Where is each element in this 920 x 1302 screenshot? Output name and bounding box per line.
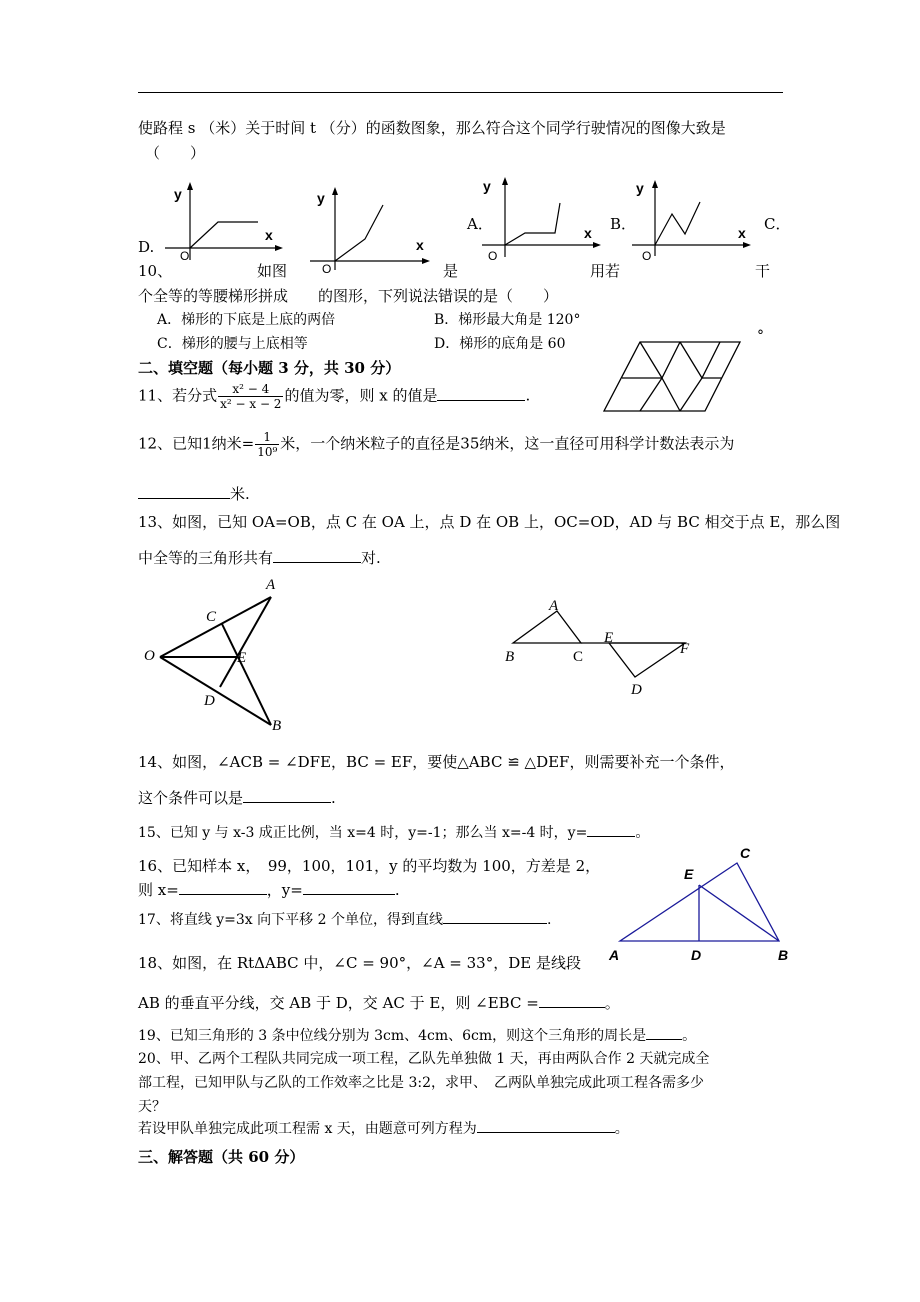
q16-line1: 16、已知样本 x， 99，100，101，y 的平均数为 100，方差是 2， — [138, 857, 601, 875]
q16-line2-b: ，y= — [266, 881, 303, 899]
q16-blank-y[interactable] — [303, 880, 395, 895]
fig14-label-e: E — [604, 630, 614, 646]
q11-end: . — [525, 386, 531, 405]
q10-opt-b: B．梯形最大角是 120° — [434, 312, 581, 328]
fig14-triangles — [505, 595, 695, 685]
q18-blank[interactable] — [539, 993, 605, 1008]
fig18-label-c: C — [740, 845, 751, 861]
q9-graph-b — [630, 178, 755, 258]
q15-text: 15、已知 y 与 x-3 成正比例，当 x=4 时，y=-1；那么当 x=-4 时，y= — [138, 825, 588, 841]
q10-line2: 个全等的等腰梯形拼成 的图形，下列说法错误的是（ ） — [138, 287, 559, 305]
fig18-label-b: B — [778, 947, 789, 963]
fig18-label-d: D — [691, 947, 702, 963]
q10-trapezoid-figure — [600, 338, 745, 415]
fig13-label-d: D — [204, 693, 215, 709]
q10-frag3: 用若 — [590, 262, 621, 280]
q9-d-o: O — [180, 249, 190, 263]
q9-2-x: x — [416, 237, 424, 253]
q10-frag2: 是 — [443, 262, 459, 280]
q20-line3: 天？ — [138, 1099, 166, 1115]
q12-prefix: 12、已知1纳米= — [138, 434, 255, 453]
q15-blank[interactable] — [587, 822, 635, 837]
fig14-label-b: B — [505, 649, 515, 665]
q18-line2-text: AB 的垂直平分线，交 AB 于 D，交 AC 于 E，则 ∠EBC = — [138, 994, 539, 1012]
q9-a-x: x — [584, 225, 592, 241]
q18-line2 — [138, 992, 620, 1013]
q20-line4-text: 若设甲队单独完成此项工程需 x 天，由题意可列方程为 — [138, 1121, 477, 1137]
q12-line2 — [138, 483, 250, 504]
section2-heading: 二、填空题（每小题 3 分，共 30 分） — [138, 359, 401, 377]
q9-graph-a — [480, 175, 605, 260]
fig18-label-a: A — [609, 947, 620, 963]
fig13-kite — [140, 575, 300, 740]
q15 — [138, 822, 649, 842]
q20-line1: 20、甲、乙两个工程队共同完成一项工程，乙队先单独做 1 天，再由两队合作 2 天就完成全 — [138, 1051, 710, 1067]
fig14-label-c: C — [573, 649, 584, 665]
q12 — [138, 430, 734, 459]
q10-num: 10、 — [138, 262, 173, 280]
q13-line2-suffix: 对. — [361, 549, 381, 567]
q17-text: 17、将直线 y=3x 向下平移 2 个单位，得到直线 — [138, 912, 443, 928]
q20-blank[interactable] — [477, 1118, 615, 1133]
q14-line2-prefix: 这个条件可以是 — [138, 789, 244, 807]
q19-end: 。 — [682, 1028, 697, 1044]
q9-line1: 使路程 s （米）关于时间 t （分）的函数图象，那么符合这个同学行驶情况的图像大致是 — [138, 119, 726, 137]
q9-2-y: y — [317, 190, 325, 206]
q14-line2-end: . — [331, 789, 336, 807]
q9-d-x: x — [265, 227, 273, 243]
q13-blank[interactable] — [273, 548, 361, 563]
q13-line1: 13、如图，已知 OA=OB，点 C 在 OA 上，点 D 在 OB 上，OC=OD，AD 与 BC 相交于点 E，那么图 — [138, 513, 841, 531]
q10-opt-c: C．梯形的腰与上底相等 — [157, 336, 308, 352]
q11-prefix: 11、若分式 — [138, 386, 218, 405]
section3-heading: 三、解答题（共 60 分） — [138, 1148, 305, 1166]
q12-denominator: 10⁹ — [257, 445, 278, 459]
q9-option-b: B． — [610, 215, 637, 233]
q11-denominator: x² − x − 2 — [220, 397, 282, 411]
q9-b-y: y — [636, 180, 644, 196]
q15-end: 。 — [635, 825, 650, 841]
q12-line2-end: 米. — [230, 485, 250, 503]
q10-opt-d: D．梯形的底角是 60 — [434, 336, 566, 352]
q19-text: 19、已知三角形的 3 条中位线分别为 3cm、4cm、6cm，则这个三角形的周长是 — [138, 1028, 647, 1044]
q9-option-a: A． — [467, 215, 493, 233]
q9-line2: （ ） — [145, 144, 206, 162]
q11 — [138, 382, 530, 411]
q19 — [138, 1025, 696, 1045]
q11-suffix: 的值为零，则 x 的值是 — [284, 386, 438, 405]
q16-line2 — [138, 879, 400, 900]
q20-line4-end: 。 — [614, 1121, 629, 1137]
q11-numerator: x² − 4 — [218, 382, 283, 397]
q10-frag1: 如图 — [257, 262, 288, 280]
q12-suffix: 米，一个纳米粒子的直径是35纳米，这一直径可用科学计数法表示为 — [280, 434, 735, 453]
top-rule — [138, 92, 783, 93]
fig13-label-o: O — [144, 648, 155, 664]
q19-blank[interactable] — [646, 1025, 682, 1040]
q11-fraction — [218, 382, 283, 411]
q9-option-d: D. — [138, 238, 155, 256]
q16-line2-end: . — [394, 881, 400, 899]
q14-blank[interactable] — [243, 788, 331, 803]
q12-blank[interactable] — [138, 484, 230, 499]
q14-line1: 14、如图，∠ACB = ∠DFE，BC = EF，要使△ABC ≌ △DEF，则需要补充一个条件， — [138, 753, 735, 771]
fig18-right-triangle — [615, 855, 790, 945]
q17-blank[interactable] — [443, 909, 547, 924]
fig13-label-b: B — [272, 718, 282, 734]
q16-blank-x[interactable] — [179, 880, 267, 895]
fig14-label-d: D — [631, 682, 642, 698]
q20-line4 — [138, 1118, 629, 1138]
q9-d-y: y — [174, 186, 182, 202]
q9-b-x: x — [738, 225, 746, 241]
q11-blank[interactable] — [437, 386, 525, 401]
q17 — [138, 909, 551, 929]
fig13-label-a: A — [266, 577, 276, 593]
q18-line2-end: 。 — [604, 994, 620, 1012]
q9-a-y: y — [483, 178, 491, 194]
q12-fraction — [255, 430, 279, 459]
q9-2-o: O — [322, 262, 332, 276]
q18-line1: 18、如图，在 RtΔABC 中，∠C = 90°，∠A = 33°，DE 是线段 — [138, 954, 581, 972]
q14-line2 — [138, 787, 336, 808]
q9-a-o: O — [488, 249, 498, 263]
q10-opt-a: A．梯形的下底是上底的两倍 — [157, 312, 336, 328]
fig13-label-e: E — [237, 650, 247, 666]
q13-line2 — [138, 547, 381, 568]
q9-option-c: C． — [764, 215, 791, 233]
q17-end: . — [546, 912, 552, 928]
fig14-label-f: F — [680, 641, 690, 657]
q10-frag4: 干 — [755, 262, 771, 280]
q10-opt-d-degree: ° — [757, 328, 764, 344]
q16-line2-a: 则 x= — [138, 881, 179, 899]
q13-line2-prefix: 中全等的三角形共有 — [138, 549, 274, 567]
q20-line2: 部工程，已知甲队与乙队的工作效率之比是 3:2，求甲、 乙两队单独完成此项工程各需多少 — [138, 1075, 704, 1091]
fig18-label-e: E — [684, 866, 694, 882]
q9-b-o: O — [642, 249, 652, 263]
fig13-label-c: C — [206, 609, 217, 625]
fig14-label-a: A — [549, 598, 559, 614]
q12-numerator: 1 — [255, 430, 279, 445]
